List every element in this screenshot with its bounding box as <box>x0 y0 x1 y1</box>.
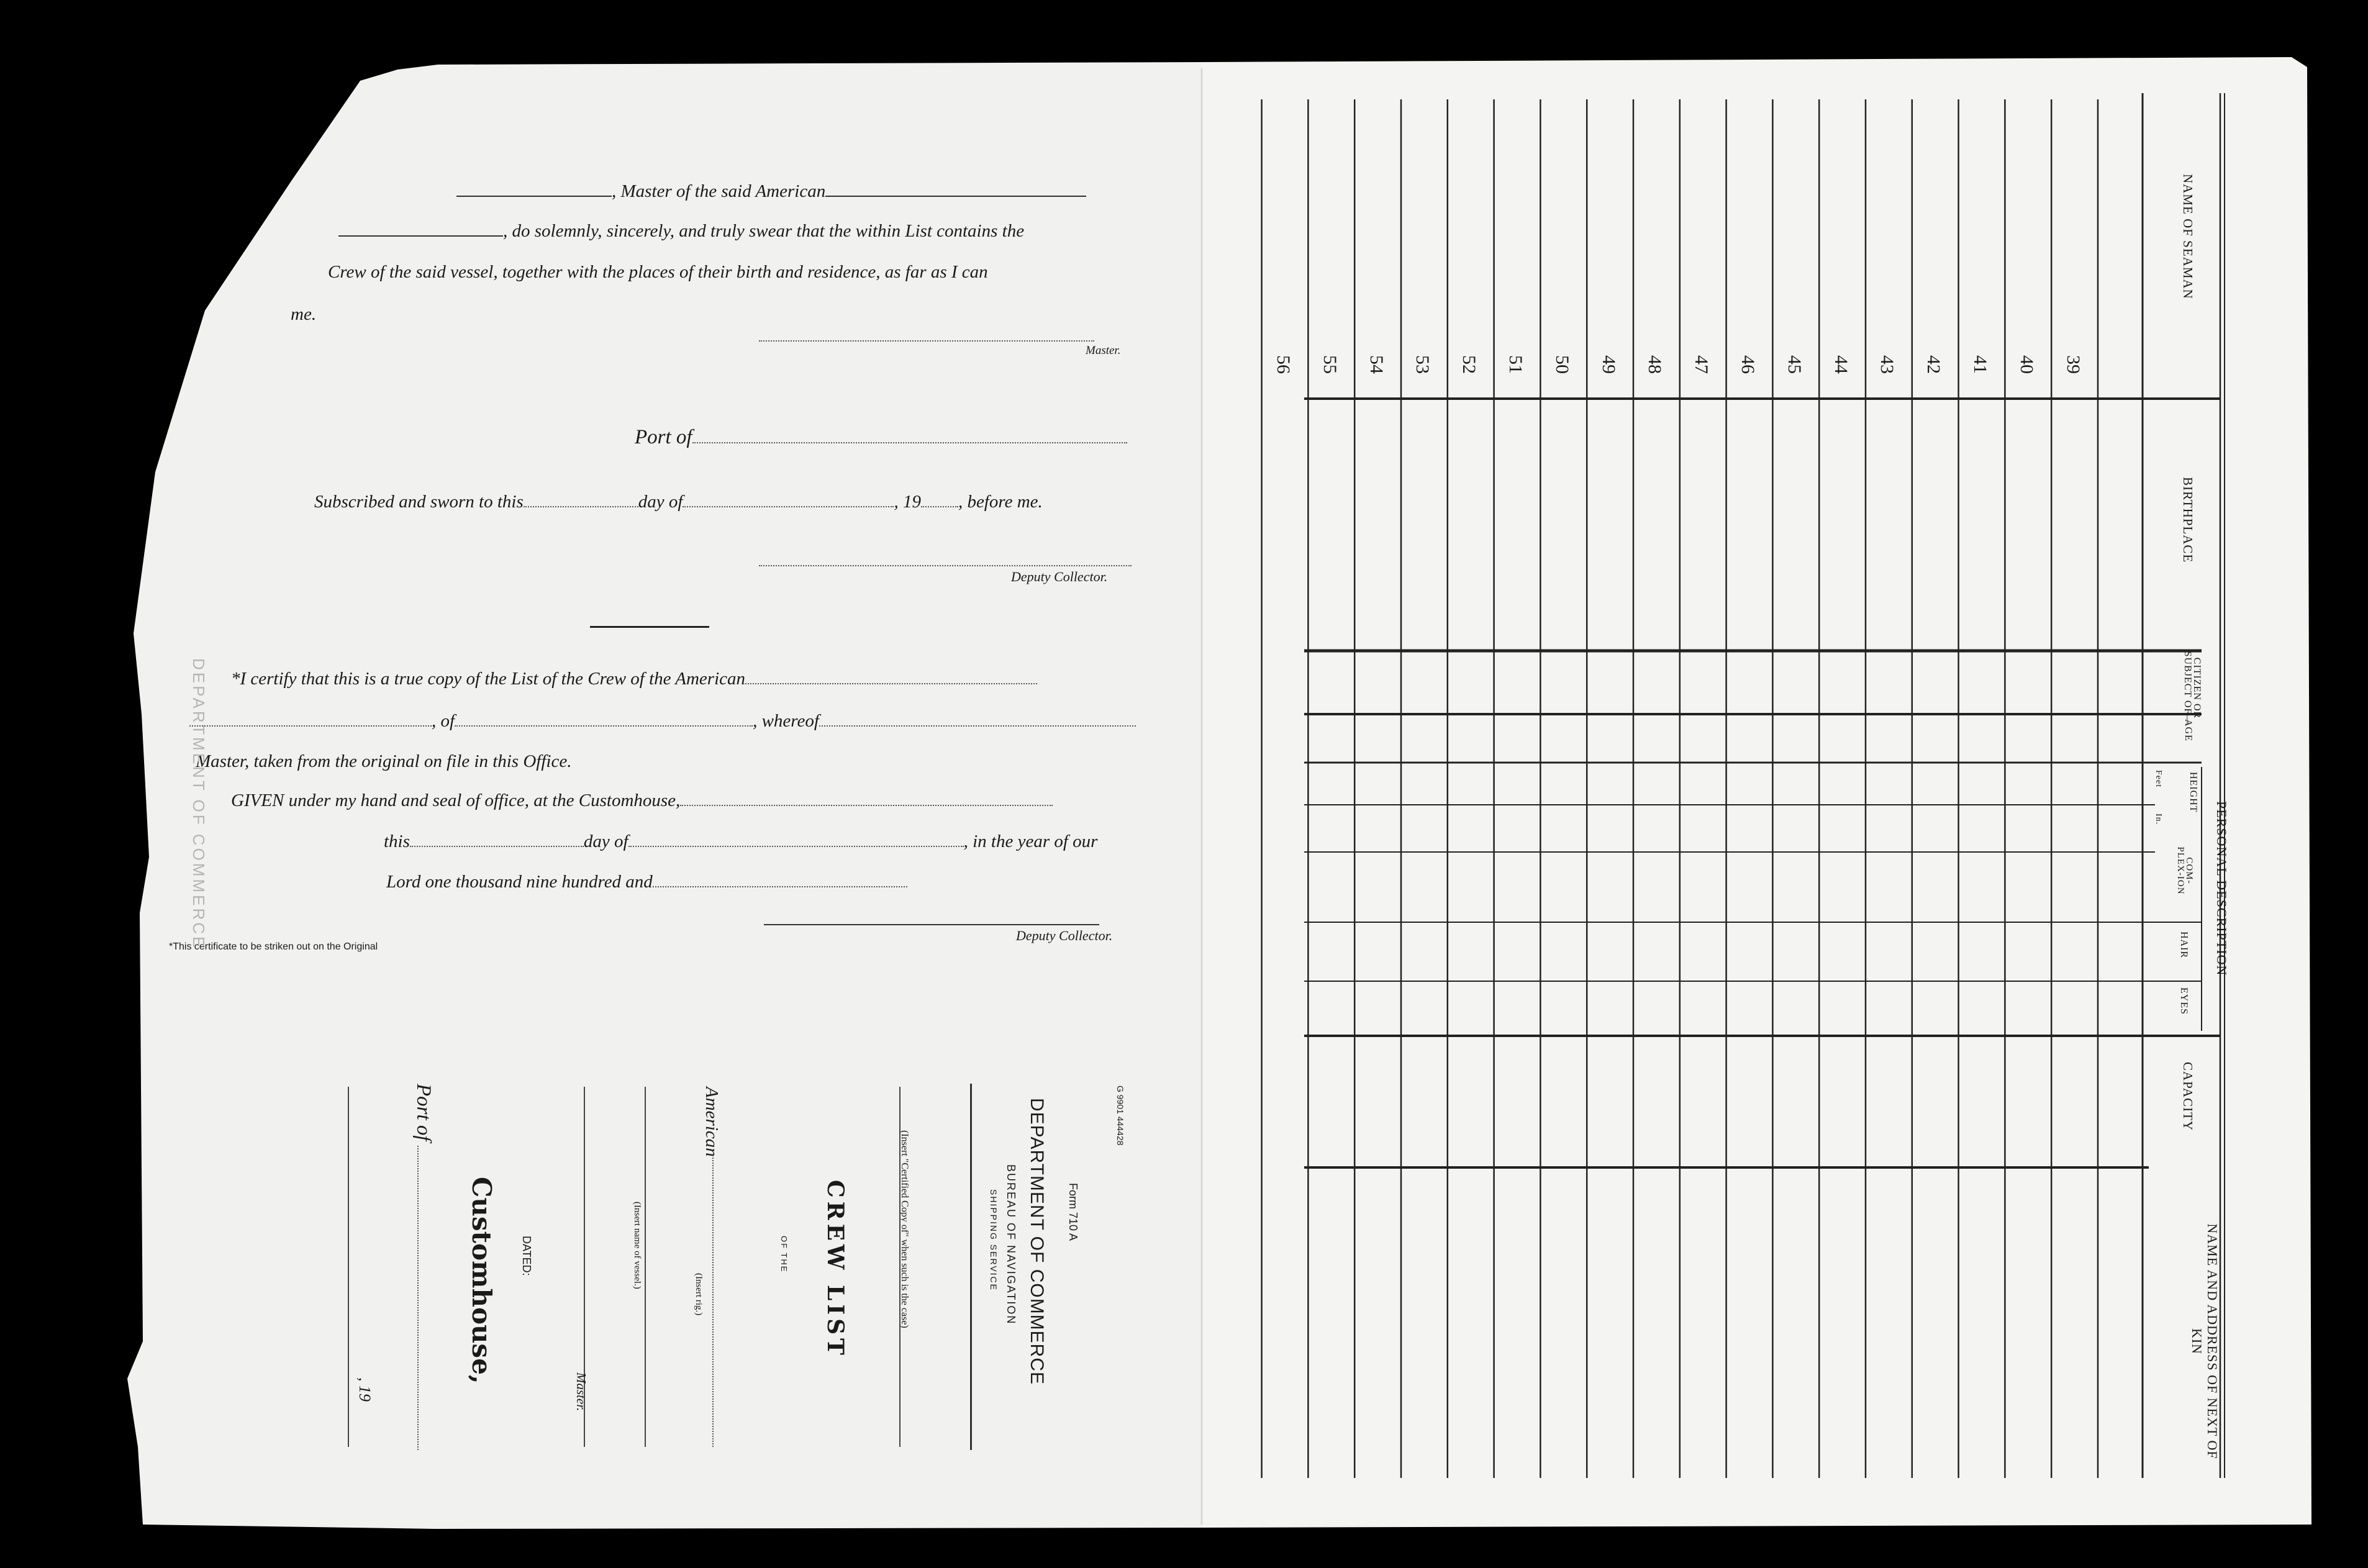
deputy-collector-caption-1: Deputy Collector. <box>1011 569 1108 584</box>
cover-port-line <box>417 1146 419 1450</box>
cert-line2a: , of <box>432 711 455 731</box>
cover-port-label: Port of <box>412 1084 435 1141</box>
row-number: 42 <box>1923 355 1944 374</box>
header-birthplace: BIRTHPLACE <box>2180 477 2195 563</box>
cert-line2b: , whereof <box>753 711 819 731</box>
master-caption: Master. <box>1086 344 1121 357</box>
oath-line1: , Master of the said American <box>612 181 826 201</box>
deputy-signature-line-2 <box>764 924 1099 925</box>
cover-year-line <box>348 1087 349 1447</box>
sworn-text-a: Subscribed and sworn to this <box>314 492 524 512</box>
cert-line3: Master, taken from the original on file in this Office. <box>196 751 572 771</box>
header-age: AGE <box>2183 719 2193 741</box>
cover-line-2 <box>899 1087 900 1447</box>
row-number: 48 <box>1644 355 1666 374</box>
oath-line4: me. <box>291 304 317 324</box>
row-number: 49 <box>1598 355 1619 374</box>
dated-label: DATED: <box>520 1236 533 1276</box>
row-number: 53 <box>1412 355 1433 374</box>
header-complexion: COM-PLEX-ION <box>2175 846 2194 895</box>
port-of-label: Port of <box>635 426 692 448</box>
cert-line5c: , in the year of our <box>963 832 1098 851</box>
cover-year-label: , 19 <box>356 1377 374 1402</box>
deputy-collector-caption-2: Deputy Collector. <box>1016 928 1113 943</box>
faint-stamp: DEPARTMENT OF COMMERCE <box>189 658 208 950</box>
oath-line3: Crew of the said vessel, together with the places of their birth and residence, as far as I can <box>328 262 988 282</box>
insert-vessel-note: (Insert name of vessel.) <box>632 1202 642 1289</box>
cover-rig-line <box>712 1155 714 1447</box>
cover-vessel-line <box>645 1087 646 1447</box>
bureau-title: BUREAU OF NAVIGATION <box>1005 1164 1017 1325</box>
header-name-of-seaman: NAME OF SEAMAN <box>2180 174 2195 299</box>
header-personal-description: PERSONAL DESCRIPTION <box>2214 801 2230 976</box>
row-number: 44 <box>1830 355 1851 374</box>
insert-certified-note: (Insert "Certified Copy of" when such is the case) <box>899 1130 910 1328</box>
row-number: 52 <box>1459 355 1480 374</box>
header-feet: Feet <box>2154 770 2163 788</box>
master-signature-line <box>759 340 1094 342</box>
row-number: 54 <box>1366 355 1387 374</box>
header-hair: HAIR <box>2179 931 2189 959</box>
crew-list-title: CREW LIST <box>822 1180 848 1359</box>
header-next-of-kin: NAME AND ADDRESS OF NEXT OF KIN <box>2189 1223 2220 1459</box>
row-number: 43 <box>1877 355 1898 374</box>
cover-master-label: Master. <box>574 1372 589 1412</box>
insert-rig-note: (Insert rig.) <box>694 1273 704 1316</box>
american-label: American <box>702 1087 722 1157</box>
row-number: 39 <box>2062 355 2084 374</box>
row-number: 40 <box>2016 355 2037 374</box>
header-citizen: CITIZEN OR SUBJECT OF— <box>2182 651 2202 725</box>
deputy-signature-line-1 <box>759 565 1132 566</box>
oath-line2: , do solemnly, sincerely, and truly swear that the within List contains the <box>503 221 1025 241</box>
sworn-text-d: , before me. <box>958 492 1043 512</box>
sworn-text-b: day of <box>638 492 683 512</box>
form-number: Form 710 A <box>1067 1183 1079 1241</box>
cert-line6: Lord one thousand nine hundred and <box>386 872 653 892</box>
service-title: SHIPPING SERVICE <box>989 1189 999 1292</box>
certificate-footnote: *This certificate to be striken out on the Original <box>169 941 378 952</box>
header-inches: In. <box>2154 813 2163 825</box>
row-number: 50 <box>1551 355 1572 374</box>
print-code: G 9901 444428 <box>1115 1085 1125 1146</box>
header-eyes: EYES <box>2179 987 2189 1015</box>
header-capacity: CAPACITY <box>2180 1062 2195 1131</box>
row-number: 55 <box>1319 355 1340 374</box>
row-number: 51 <box>1505 355 1526 374</box>
row-number: 41 <box>1970 355 1990 374</box>
header-height: HEIGHT <box>2188 772 2198 813</box>
cover-line-1 <box>970 1084 972 1450</box>
section-divider <box>590 626 709 628</box>
row-number: 47 <box>1691 355 1712 374</box>
cert-line4: GIVEN under my hand and seal of office, at the Customhouse, <box>231 791 681 810</box>
department-title: DEPARTMENT OF COMMERCE <box>1027 1098 1047 1385</box>
of-the-label: OF THE <box>779 1236 789 1273</box>
right-page <box>1202 57 2311 1528</box>
row-number: 46 <box>1738 355 1758 374</box>
customhouse-label: Customhouse, <box>466 1177 497 1384</box>
cert-line1: *I certify that this is a true copy of the List of the Crew of the American <box>231 669 746 689</box>
row-number: 56 <box>1273 355 1294 374</box>
sworn-text-c: , 19 <box>894 492 921 512</box>
cert-line5a: this <box>384 832 410 851</box>
cert-line5b: day of <box>583 832 628 851</box>
row-number: 45 <box>1784 355 1805 374</box>
